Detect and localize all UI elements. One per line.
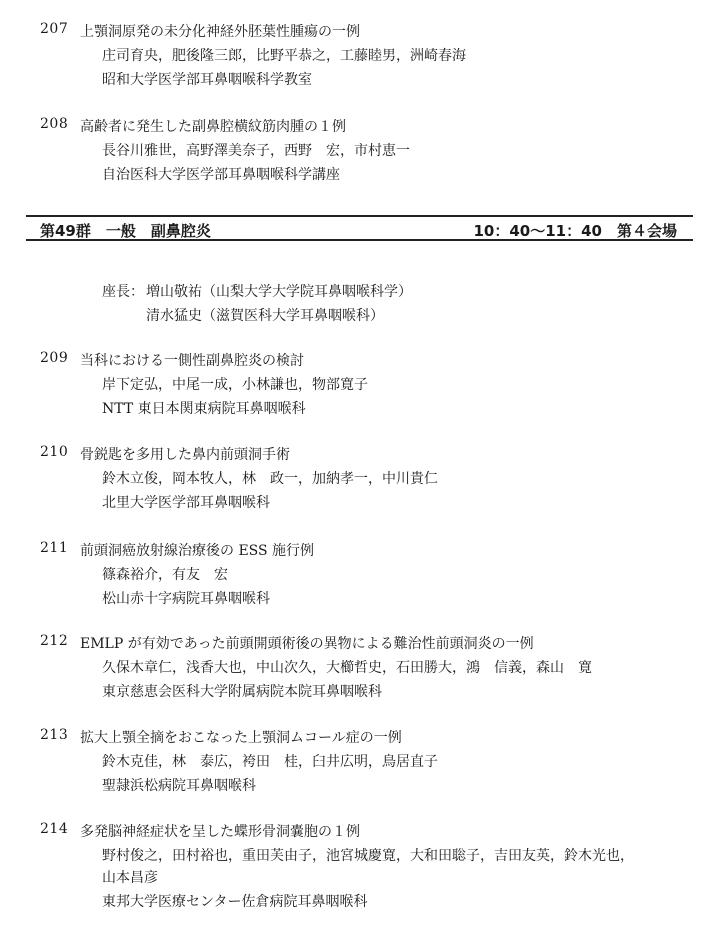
entry-number: 214 — [40, 821, 69, 837]
entry-authors: 鈴木克佳，林 泰広，袴田 桂，臼井広明，鳥居直子 — [102, 754, 438, 770]
entry-affiliation: 自治医科大学医学部耳鼻咽喉科学講座 — [102, 167, 340, 183]
entry-affiliation: 東京慈恵会医科大学附属病院本院耳鼻咽喉科 — [102, 684, 382, 700]
entry-affiliation: 聖隷浜松病院耳鼻咽喉科 — [102, 778, 256, 794]
session-label: 第49群 一般 副鼻腔炎 — [40, 222, 211, 240]
entry-title: 当科における一側性副鼻腔炎の検討 — [80, 353, 304, 369]
entry-number: 212 — [40, 633, 69, 649]
entry-number: 213 — [40, 727, 69, 743]
entry-affiliation: 松山赤十字病院耳鼻咽喉科 — [102, 591, 270, 607]
entry-authors: 久保木章仁，浅香大也，中山次久，大櫛哲史，石田勝大，鴻 信義，森山 寛 — [102, 660, 592, 676]
entry-number: 210 — [40, 444, 69, 460]
entry-affiliation: 北里大学医学部耳鼻咽喉科 — [102, 495, 270, 511]
entry-number: 207 — [40, 21, 69, 37]
chair-label: 座長： — [102, 284, 144, 300]
entry-authors: 長谷川雅世，高野澤美奈子，西野 宏，市村恵一 — [102, 143, 410, 159]
entry-affiliation: 昭和大学医学部耳鼻咽喉科学教室 — [102, 72, 312, 88]
entry-number: 208 — [40, 116, 69, 132]
entry-authors: 野村俊之，田村裕也，重田芙由子，池宮城慶寛，大和田聡子，吉田友英，鈴木光也， — [102, 848, 634, 864]
entry-title: EMLP が有効であった前頭開頭術後の異物による難治性前頭洞炎の一例 — [80, 636, 534, 652]
entry-title: 上顎洞原発の未分化神経外胚葉性腫瘍の一例 — [80, 24, 360, 40]
entry-authors: 岸下定弘，中尾一成，小林謙也，物部寛子 — [102, 377, 368, 393]
entry-number: 209 — [40, 350, 69, 366]
chair-name: 増山敬祐（山梨大学大学院耳鼻咽喉科学） — [146, 284, 412, 300]
chair-name: 清水猛史（滋賀医科大学耳鼻咽喉科） — [146, 308, 384, 324]
entry-authors-cont: 山本昌彦 — [102, 870, 158, 886]
entry-title: 骨鋭匙を多用した鼻内前頭洞手術 — [80, 447, 290, 463]
session-header — [26, 215, 693, 241]
session-time: 10：40〜11：40 第４会場 — [473, 222, 677, 240]
entry-title: 高齢者に発生した副鼻腔横紋筋肉腫の１例 — [80, 119, 346, 135]
entry-title: 前頭洞癌放射線治療後の ESS 施行例 — [80, 543, 315, 559]
entry-authors: 篠森裕介，有友 宏 — [102, 567, 228, 583]
entry-authors: 鈴木立俊，岡本牧人，林 政一，加納孝一，中川貴仁 — [102, 471, 438, 487]
entry-title: 多発脳神経症状を呈した蝶形骨洞嚢胞の１例 — [80, 824, 360, 840]
entry-affiliation: 東邦大学医療センター佐倉病院耳鼻咽喉科 — [102, 894, 368, 910]
entry-authors: 庄司育央，肥後隆三郎，比野平恭之，工藤睦男，洲崎春海 — [102, 48, 466, 64]
entry-title: 拡大上顎全摘をおこなった上顎洞ムコール症の一例 — [80, 730, 402, 746]
entry-number: 211 — [40, 540, 69, 556]
entry-affiliation: NTT 東日本関東病院耳鼻咽喉科 — [102, 401, 306, 417]
